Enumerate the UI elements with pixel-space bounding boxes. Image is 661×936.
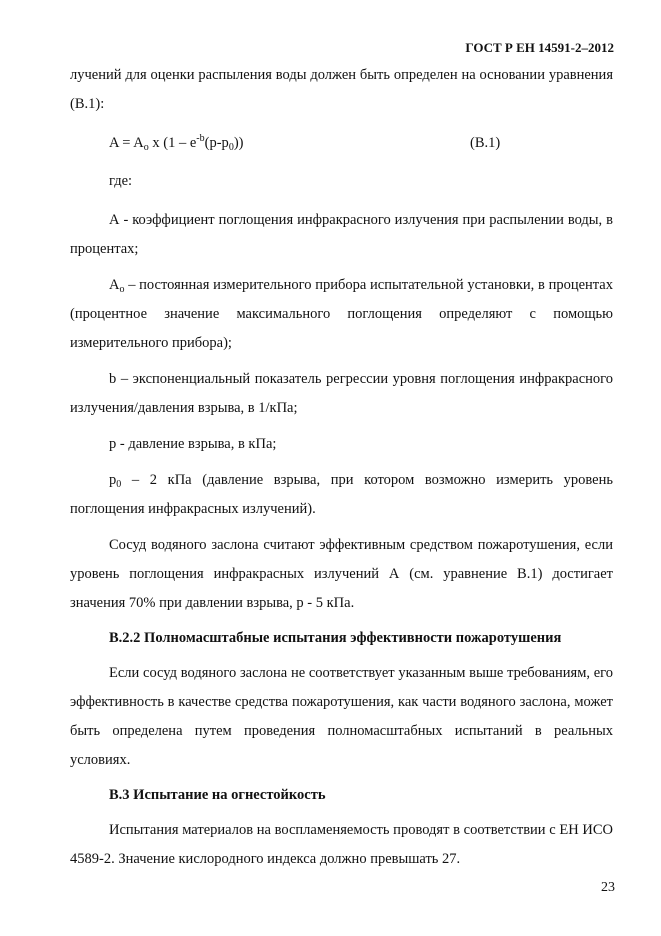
formula-number: (В.1) [470, 135, 501, 151]
heading-b3: В.3 Испытание на огнестойкость [109, 787, 326, 803]
definition-a0: $А_o$ – постоянная измерительного прибора испытательной установки, в процентах (процентное значение максимального поглощения определяют с помощью измерительного прибора); [70, 277, 613, 351]
definition-p0: $p_0 - 2$ кПа (давление взрыва, при котором возможно измерить уровень поглощения инфракрасных излучений). [70, 472, 613, 517]
definition-b: b – экспоненциальный показатель регрессии уровня поглощения инфракрасного излучения/давления взрыва, в 1/кПа; [70, 371, 613, 416]
formula-mid: x (1 – e [148, 135, 197, 151]
formula-tail-close: )) [233, 135, 244, 151]
paragraph-b2-2: Если сосуд водяного заслона не соответствует указанным выше требованиям, его эффективность в качестве средства пожаротушения, как части водяного заслона, может быть определена путем проведения полномасштабных испытаний в реальных условиях. [70, 665, 613, 768]
formula-exponent: -b [196, 133, 205, 144]
formula-tail-sub: 0 [228, 142, 234, 153]
formula-b1 [70, 129, 613, 158]
definition-p: р - давление взрыва, в кПа; [109, 436, 277, 452]
page-number: 23 [601, 880, 615, 895]
heading-b2-2: В.2.2 Полномасштабные испытания эффективности пожаротушения [109, 630, 562, 646]
paragraph-continuation: лучений для оценки распыления воды должен быть определен на основании уравнения (В.1): [70, 67, 613, 112]
document-body [70, 61, 613, 874]
definition-a: А - коэффициент поглощения инфракрасного излучения при распылении воды, в процентах; [70, 212, 613, 257]
paragraph-effective: Сосуд водяного заслона считают эффективным средством пожаротушения, если уровень поглощения инфракрасных излучений А (см. уравнение В.1) достигает значения 70% при давлении взрыва, р - 5 кПа. [70, 537, 613, 611]
document-header: ГОСТ Р ЕН 14591-2–2012 [465, 40, 614, 55]
paragraph-b3: Испытания материалов на воспламеняемость проводят в соответствии с ЕН ИСО 4589-2. Значение кислородного индекса должно превышать 27. [70, 822, 613, 867]
where-label: где: [109, 173, 133, 189]
formula-tail: (p-p [204, 135, 229, 151]
formula-lhs: A = A [109, 135, 144, 151]
formula-lhs-sub: o [143, 142, 149, 153]
